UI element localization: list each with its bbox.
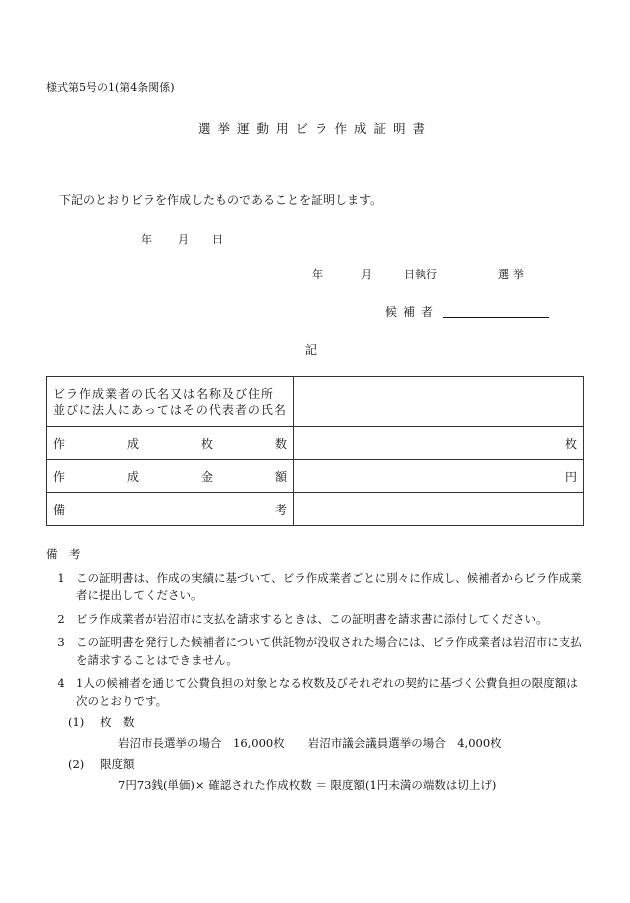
- issue-day-label: 日: [212, 233, 223, 246]
- election-exec-label: 日執行: [404, 268, 437, 281]
- note-text: この証明書を発行した候補者について供託物が没収された場合には、ビラ作成業者は岩沼市に支払を請求することはできません。: [76, 635, 582, 667]
- candidate-name-blank: [443, 317, 549, 318]
- quantity-value: [294, 427, 584, 460]
- note-number: 3: [57, 635, 65, 649]
- note-text: 1人の候補者を通じて公費負担の対象となる枚数及びそれぞれの契約に基づく公費負担の限度額は次のとおりです。: [76, 676, 578, 708]
- issue-month-label: 月: [178, 233, 189, 246]
- vendor-name-value: [294, 377, 584, 427]
- quantity-unit: 枚: [564, 436, 577, 451]
- remarks-label-char: 考: [274, 502, 287, 517]
- election-month-label: 月: [361, 268, 372, 281]
- amount-label: [47, 460, 294, 493]
- issue-year-label: 年: [141, 233, 152, 246]
- note-number: 4: [57, 676, 65, 690]
- note-number: 2: [57, 611, 65, 626]
- sub-item-number: (1): [68, 715, 85, 729]
- table-row: [47, 427, 584, 460]
- list-item: [46, 611, 586, 629]
- quantity-label-char: 数: [274, 436, 287, 451]
- amount-value: [294, 460, 584, 493]
- ki-heading: 記: [305, 343, 318, 357]
- quantity-label: [47, 427, 294, 460]
- form-number: 様式第5号の1(第4条関係): [46, 81, 175, 94]
- sub-item-number: (2): [68, 757, 85, 771]
- table-row: [47, 493, 584, 526]
- sub-item-label: 枚 数: [100, 715, 135, 729]
- vendor-info-table: [46, 376, 584, 526]
- amount-label-char: 作: [53, 469, 66, 484]
- remarks-label-char: 備: [53, 502, 66, 517]
- vendor-name-label: [47, 377, 294, 427]
- notes-section: [46, 546, 586, 794]
- sub-item-quantity-text: 岩沼市長選挙の場合 16,000枚 岩沼市議会議員選挙の場合 4,000枚: [118, 735, 502, 750]
- vendor-name-label-line1: ビラ作成業者の氏名又は名称及び住所: [53, 386, 275, 401]
- election-label: 選挙: [498, 268, 528, 281]
- note-text: ビラ作成業者が岩沼市に支払を請求するときは、この証明書を請求書に添付してください。: [76, 611, 548, 626]
- amount-unit: 円: [564, 469, 577, 484]
- remarks-value: [294, 493, 584, 526]
- quantity-label-char: 作: [53, 436, 66, 451]
- table-row: [47, 377, 584, 427]
- sub-item-limit: [46, 756, 586, 774]
- amount-label-char: 額: [274, 469, 287, 484]
- certification-statement: 下記のとおりビラを作成したものであることを証明します。: [59, 193, 383, 207]
- candidate-label: 候補者: [385, 305, 440, 319]
- sub-item-label: 限度額: [100, 757, 135, 771]
- amount-label-char: 金: [200, 469, 213, 484]
- list-item: [46, 570, 586, 605]
- list-item: [46, 675, 586, 710]
- remarks-label: [47, 493, 294, 526]
- notes-heading: 備 考: [46, 547, 81, 561]
- amount-label-char: 成: [126, 469, 139, 484]
- list-item: [46, 634, 586, 669]
- note-text: この証明書は、作成の実績に基づいて、ビラ作成業者ごとに別々に作成し、候補者からビラ作成業者に提出してください。: [76, 570, 582, 602]
- note-number: 1: [57, 570, 65, 585]
- sub-item-quantity: [46, 714, 586, 732]
- vendor-name-label-line2: 並びに法人にあってはその代表者の氏名: [53, 402, 287, 417]
- election-year-label: 年: [312, 268, 323, 281]
- table-row: [47, 460, 584, 493]
- quantity-label-char: 枚: [200, 436, 213, 451]
- document-title: 選挙運動用ビラ作成証明書: [197, 121, 432, 136]
- sub-item-limit-text: 7円73銭(単価)× 確認された作成枚数 ＝ 限度額(1円未満の端数は切上げ): [118, 777, 497, 792]
- quantity-label-char: 成: [126, 436, 139, 451]
